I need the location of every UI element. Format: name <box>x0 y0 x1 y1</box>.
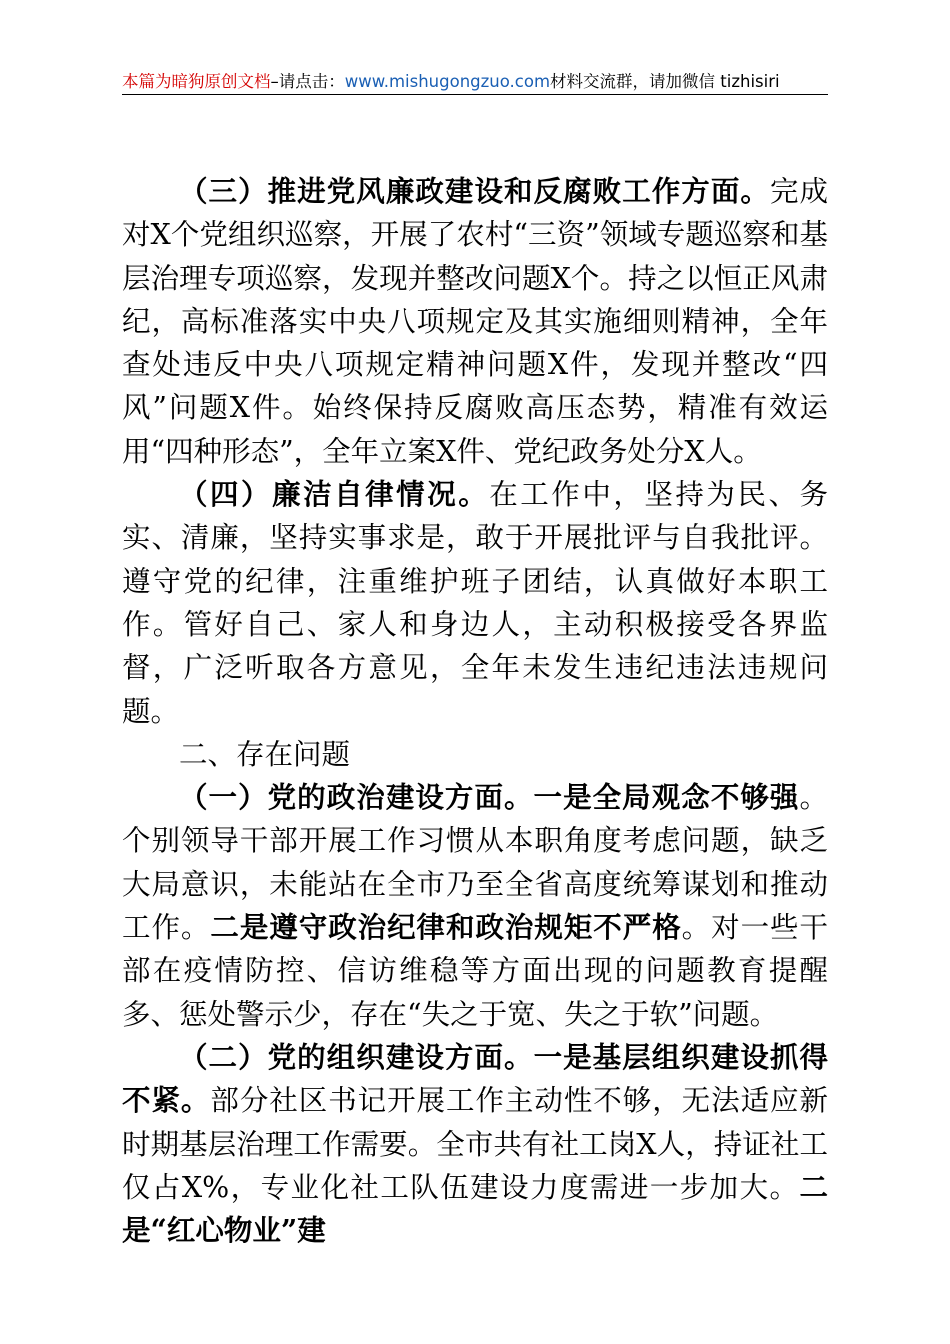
header-wechat-note: 材料交流群，请加微信 tizhisiri <box>550 72 780 91</box>
organization-point-one: 一是基层组织建设抓得不紧。 <box>122 1039 828 1118</box>
header-original-label: 本篇为暗狗原创文档 <box>122 72 271 91</box>
document-body <box>122 170 828 1252</box>
header-click-label: –请点击： <box>270 72 345 91</box>
paragraph-organization-building-title: （二）党的组织建设方面。 <box>179 1039 534 1074</box>
paragraph-anticorruption-title: （三）推进党风廉政建设和反腐败工作方面。 <box>179 174 770 208</box>
page-header <box>122 68 828 96</box>
political-point-one-text: 。个别领导干部开展工作习惯从本职角度考虑问题，缺乏大局意识，未能站在全市乃至全省高度统筹谋划和推动工作。 <box>122 781 828 945</box>
paragraph-self-discipline-body: 在工作中，坚持为民、务实、清廉，坚持实事求是，敢于开展批评与自我批评。遵守党的纪律，注重维护班子团结，认真做好本职工作。管好自己、家人和身边人，主动积极接受各界监督，广泛听取各方意见，全年未发生违纪违法违规问题。 <box>122 478 828 728</box>
header-website-link[interactable]: www.mishugongzuo.com <box>344 72 551 91</box>
political-point-one: 一是全局观念不够强 <box>533 780 800 815</box>
paragraph-anticorruption-body: 完成对X个党组织巡察，开展了农村“三资”领域专题巡察和基层治理专项巡察，发现并整改问题X个。持之以恒正风肃纪，高标准落实中央八项规定及其实施细则精神，全年查处违反中央八项规定精神问题X件，发现并整改“四风”问题X件。始终保持反腐败高压态势，精准有效运用“四种形态”，全年立案X件、党纪政务处分X人。 <box>122 175 828 468</box>
paragraph-anticorruption <box>122 170 828 473</box>
paragraph-political-building-title: （一）党的政治建设方面。 <box>179 780 534 815</box>
paragraph-self-discipline-title: （四）廉洁自律情况。 <box>179 477 490 512</box>
header-divider <box>122 94 828 95</box>
organization-point-one-text: 部分社区书记开展工作主动性不够，无法适应新时期基层治理工作需要。全市共有社工岗X人，持证社工仅占X%，专业化社工队伍建设力度需进一步加大。 <box>122 1084 828 1204</box>
paragraph-organization-building <box>122 1036 828 1252</box>
organization-point-two: 二是“红心物业”建 <box>122 1169 828 1248</box>
political-point-two-text: 。对一些干部在疫情防控、信访维稳等方面出现的问题教育提醒多、惩处警示少，存在“失之于宽、失之于软”问题。 <box>122 911 828 1031</box>
political-point-two: 二是遵守政治纪律和政治规矩不严格 <box>210 910 682 945</box>
section-heading-problems: 二、存在问题 <box>179 737 351 771</box>
paragraph-political-building <box>122 776 828 1036</box>
paragraph-self-discipline <box>122 473 828 733</box>
